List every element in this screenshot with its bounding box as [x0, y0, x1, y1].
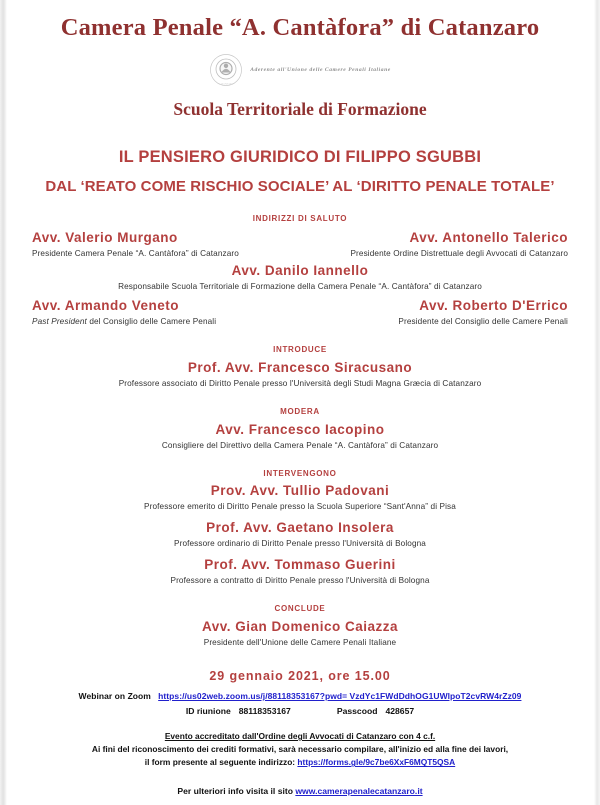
event-date-time: 29 gennaio 2021, ore 15.00	[209, 669, 391, 684]
website-link[interactable]: www.camerapenalecatanzaro.it	[295, 786, 423, 797]
organization-title: Camera Penale “A. Cantàfora” di Catanzaro	[60, 14, 540, 41]
emblem-row	[16, 52, 584, 88]
person-role-caiazza: Presidente dell'Unione delle Camere Penali Italiane	[203, 638, 397, 648]
person-role: Presidente del Consiglio delle Camere Penali	[398, 317, 568, 327]
greeting-iannello	[16, 263, 584, 291]
emblem-caption: Aderente all'Unione delle Camere Penali Italiane	[250, 67, 391, 74]
person-name-iacopino: Avv. Francesco Iacopino	[215, 422, 385, 438]
person-name: Avv. Armando Veneto	[32, 298, 180, 314]
section-label-conclude: CONCLUDE	[274, 604, 326, 614]
accreditation-line: Evento accreditato dall'Ordine degli Avvocati di Catanzaro con 4 c.f.	[164, 731, 436, 742]
event-title	[16, 148, 584, 195]
person-name-siracusano: Prof. Avv. Francesco Siracusano	[187, 360, 413, 376]
camera-penale-seal-icon	[209, 53, 243, 87]
passcode-label: Passcood	[336, 706, 378, 717]
form-line	[16, 756, 584, 769]
person-role-rest: del Consiglio delle Camere Penali	[86, 317, 217, 327]
person-role: Professore a contratto di Diritto Penale presso l'Università di Bologna	[170, 576, 430, 586]
person-name-caiazza: Avv. Gian Domenico Caiazza	[201, 619, 399, 635]
person-role: Responsabile Scuola Territoriale di Formazione della Camera Penale “A. Cantàfora” di Catanzaro	[118, 282, 482, 292]
webinar-line	[16, 691, 584, 701]
school-title: Scuola Territoriale di Formazione	[173, 99, 427, 120]
svg-text:CATANZARO: CATANZARO	[219, 83, 234, 86]
passcode-value: 428657	[385, 706, 415, 717]
speaker-padovani	[16, 483, 584, 511]
greetings-row-2	[16, 298, 584, 326]
greeting-murgano	[16, 230, 300, 258]
section-label-intervengono: INTERVENGONO	[263, 469, 337, 479]
form-line-prefix: il form presente al seguente indirizzo:	[144, 757, 298, 768]
website-line	[16, 786, 584, 796]
person-role	[32, 317, 300, 326]
credits-line: Ai fini del riconoscimento dei crediti formativi, sarà necessario compilare, all'inizio ed alla fine dei lavori,	[91, 744, 509, 755]
webinar-label: Webinar on Zoom	[78, 691, 151, 702]
person-role: Presidente Camera Penale “A. Cantàfora” di Catanzaro	[32, 249, 239, 259]
speaker-guerini	[16, 557, 584, 585]
greetings-row-1	[16, 230, 584, 258]
person-role: Presidente Ordine Distrettuale degli Avvocati di Catanzaro	[350, 249, 568, 259]
website-line-prefix: Per ulteriori info visita il sito	[177, 786, 296, 797]
google-form-link[interactable]: https://forms.gle/9c7be6XxF6MQT5QSA	[297, 757, 456, 768]
section-label-introduce: INTRODUCE	[273, 345, 327, 355]
person-role-iacopino: Consigliere del Direttivo della Camera Penale “A. Cantàfora” di Catanzaro	[161, 441, 439, 451]
greeting-veneto	[16, 298, 300, 326]
event-title-line-2: DAL ‘REATO COME RISCHIO SOCIALE’ AL ‘DIRITTO PENALE TOTALE’	[45, 178, 555, 196]
greeting-talerico	[300, 230, 584, 258]
section-label-greetings: INDIRIZZI DI SALUTO	[252, 214, 348, 224]
meeting-id-value: 88118353167	[238, 706, 291, 717]
person-name: Prof. Avv. Tommaso Guerini	[204, 557, 396, 573]
person-name: Prov. Avv. Tullio Padovani	[210, 483, 390, 499]
section-label-modera: MODERA	[280, 407, 320, 417]
masthead	[16, 0, 584, 120]
meeting-credentials	[16, 706, 584, 716]
footer-notes	[16, 730, 584, 769]
person-role: Professore emerito di Diritto Penale presso la Scuola Superiore “Sant'Anna” di Pisa	[144, 502, 456, 512]
event-title-line-1: IL PENSIERO GIURIDICO DI FILIPPO SGUBBI	[118, 148, 482, 167]
person-name: Prof. Avv. Gaetano Insolera	[206, 520, 394, 536]
person-name: Avv. Valerio Murgano	[32, 230, 178, 246]
person-role: Professore ordinario di Diritto Penale presso l'Università di Bologna	[174, 539, 426, 549]
person-name: Avv. Danilo Iannello	[231, 263, 369, 279]
person-role-italic: Past President	[32, 317, 87, 327]
zoom-webinar-link[interactable]: https://us02web.zoom.us/j/88118353167?pwd= VzdYc1FWdDdhOG1UWlpoT2cvRW4rZz09	[158, 691, 522, 702]
meeting-id-label: ID riunione	[185, 706, 231, 717]
greeting-derrico	[300, 298, 584, 326]
person-name: Avv. Antonello Talerico	[409, 230, 568, 246]
person-name: Avv. Roberto D'Errico	[419, 298, 568, 314]
speaker-insolera	[16, 520, 584, 548]
person-role-siracusano: Professore associato di Diritto Penale presso l'Università degli Studi Magna Græcia di Catanzaro	[118, 379, 482, 389]
